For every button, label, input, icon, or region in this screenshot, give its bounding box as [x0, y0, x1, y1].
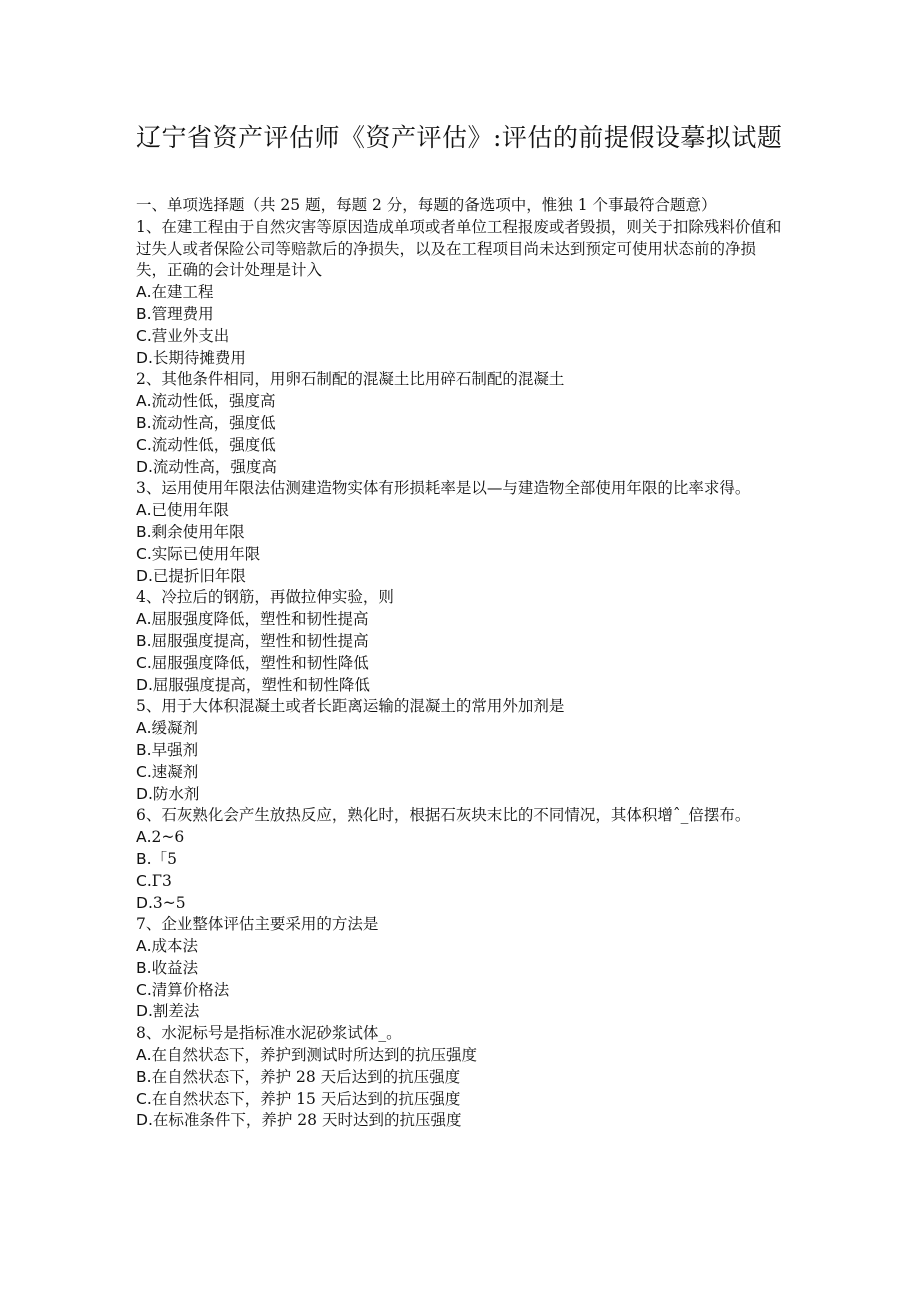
option-text: .成本法 — [146, 937, 199, 956]
question-block — [136, 587, 786, 696]
option-letter: A — [136, 283, 147, 302]
option-text: .缓凝剂 — [146, 719, 199, 738]
answer-option — [136, 1089, 786, 1111]
answer-option — [136, 718, 786, 740]
option-text: .屈服强度提高，塑性和韧性提高 — [146, 631, 369, 650]
question-block — [136, 369, 786, 478]
option-letter: A — [136, 1046, 147, 1065]
answer-option — [136, 304, 786, 326]
option-text: .在自然状态下，养护 15 天后达到的抗压强度 — [146, 1089, 461, 1108]
option-text: .屈服强度降低，塑性和韧性降低 — [146, 653, 369, 672]
option-letter: B — [136, 522, 147, 541]
question-stem: 4、冷拉后的钢筋，再做拉伸实验，则 — [136, 588, 394, 607]
option-letter: D — [136, 348, 148, 367]
option-letter: D — [136, 1002, 148, 1021]
answer-option — [136, 936, 786, 958]
option-letter: A — [136, 719, 147, 738]
option-text: .在自然状态下，养护到测试时所达到的抗压强度 — [146, 1046, 478, 1065]
answer-option — [136, 413, 786, 435]
option-letter: D — [136, 893, 148, 912]
option-letter: C — [136, 762, 147, 781]
option-letter: A — [136, 610, 147, 629]
answer-option — [136, 740, 786, 762]
answer-option — [136, 631, 786, 653]
question-block — [136, 696, 786, 805]
option-letter: B — [136, 849, 147, 868]
option-letter: D — [136, 566, 148, 585]
option-letter: B — [136, 631, 147, 650]
answer-option — [136, 326, 786, 348]
option-text: .剩余使用年限 — [146, 522, 245, 541]
document-body — [136, 195, 786, 1132]
answer-option — [136, 849, 786, 871]
answer-option — [136, 1001, 786, 1023]
option-text: .长期待摊费用 — [147, 348, 246, 367]
answer-option — [136, 566, 786, 588]
option-letter: D — [136, 457, 148, 476]
option-text: .流动性低，强度高 — [146, 392, 276, 411]
question-block — [136, 217, 786, 370]
option-text: .清算价格法 — [146, 980, 230, 999]
answer-option — [136, 893, 786, 915]
answer-option — [136, 762, 786, 784]
question-list — [136, 217, 786, 1132]
answer-option — [136, 457, 786, 479]
answer-option — [136, 435, 786, 457]
question-stem: 5、用于大体积混凝土或者长距离运输的混凝土的常用外加剂是 — [136, 697, 565, 716]
option-text: .防水剂 — [147, 784, 200, 803]
option-text: .流动性高，强度低 — [146, 413, 276, 432]
answer-option — [136, 1045, 786, 1067]
option-text: .流动性低，强度低 — [146, 435, 276, 454]
answer-option — [136, 544, 786, 566]
option-letter: C — [136, 980, 147, 999]
option-letter: B — [136, 304, 147, 323]
option-letter: B — [136, 740, 147, 759]
option-text: .已使用年限 — [146, 501, 230, 520]
option-text: .2~6 — [146, 828, 185, 847]
question-stem: 1、在建工程由于自然灾害等原因造成单项或者单位工程报废或者毁损，则关于扣除残料价值和过失人或者保险公司等赔款后的净损失，以及在工程项目尚未达到预定可使用状态前的净损失，正确的会计处理是计入 — [136, 217, 782, 280]
option-letter: D — [136, 675, 148, 694]
question-stem: 8、水泥标号是指标准水泥砂浆试体_。 — [136, 1024, 402, 1043]
answer-option — [136, 980, 786, 1002]
page-title: 辽宁省资产评估师《资产评估》:评估的前提假设摹拟试题 — [136, 123, 783, 152]
option-letter: C — [136, 326, 147, 345]
option-text: .流动性高，强度高 — [147, 457, 277, 476]
option-text: .屈服强度降低，塑性和韧性提高 — [146, 610, 369, 629]
answer-option — [136, 1067, 786, 1089]
option-text: .Г3 — [146, 871, 172, 890]
question-stem: 3、运用使用年限法估测建造物实体有形损耗率是以—与建造物全部使用年限的比率求得。 — [136, 479, 751, 498]
question-block — [136, 914, 786, 1023]
option-letter: B — [136, 1067, 147, 1086]
question-stem: 6、石灰熟化会产生放热反应，熟化时，根据石灰块末比的不同情况，其体积增ˆ_倍摆布。 — [136, 806, 751, 825]
option-letter: D — [136, 1111, 148, 1130]
answer-option — [136, 1110, 786, 1132]
option-text: .速凝剂 — [146, 762, 199, 781]
answer-option — [136, 958, 786, 980]
option-text: .「5 — [146, 849, 177, 868]
option-text: .割差法 — [147, 1002, 200, 1021]
question-stem: 7、企业整体评估主要采用的方法是 — [136, 915, 379, 934]
option-letter: D — [136, 784, 148, 803]
option-text: .屈服强度提高，塑性和韧性降低 — [147, 675, 370, 694]
option-text: .营业外支出 — [146, 326, 230, 345]
option-letter: A — [136, 392, 147, 411]
option-letter: C — [136, 871, 147, 890]
option-letter: C — [136, 653, 147, 672]
answer-option — [136, 391, 786, 413]
option-letter: B — [136, 958, 147, 977]
answer-option — [136, 675, 786, 697]
answer-option — [136, 827, 786, 849]
section-heading: 一、单项选择题（共 25 题，每题 2 分，每题的备选项中，惟独 1 个事最符合题意） — [136, 196, 717, 214]
option-text: .早强剂 — [146, 740, 199, 759]
option-letter: C — [136, 435, 147, 454]
option-letter: A — [136, 828, 147, 847]
option-text: .管理费用 — [146, 304, 214, 323]
answer-option — [136, 653, 786, 675]
answer-option — [136, 348, 786, 370]
option-text: .3~5 — [147, 893, 186, 912]
answer-option — [136, 609, 786, 631]
option-text: .实际已使用年限 — [146, 544, 261, 563]
option-letter: C — [136, 544, 147, 563]
option-text: .在建工程 — [146, 283, 214, 302]
answer-option — [136, 522, 786, 544]
question-block — [136, 1023, 786, 1132]
option-text: .已提折旧年限 — [147, 566, 246, 585]
answer-option — [136, 784, 786, 806]
option-letter: C — [136, 1089, 147, 1108]
answer-option — [136, 282, 786, 304]
question-block — [136, 478, 786, 587]
answer-option — [136, 871, 786, 893]
option-letter: B — [136, 413, 147, 432]
question-block — [136, 805, 786, 914]
option-letter: A — [136, 501, 147, 520]
question-stem: 2、其他条件相同，用卵石制配的混凝土比用碎石制配的混凝土 — [136, 370, 565, 389]
option-text: .在标准条件下，养护 28 天时达到的抗压强度 — [147, 1111, 462, 1130]
answer-option — [136, 500, 786, 522]
option-letter: A — [136, 937, 147, 956]
option-text: .在自然状态下，养护 28 天后达到的抗压强度 — [146, 1067, 461, 1086]
option-text: .收益法 — [146, 958, 199, 977]
